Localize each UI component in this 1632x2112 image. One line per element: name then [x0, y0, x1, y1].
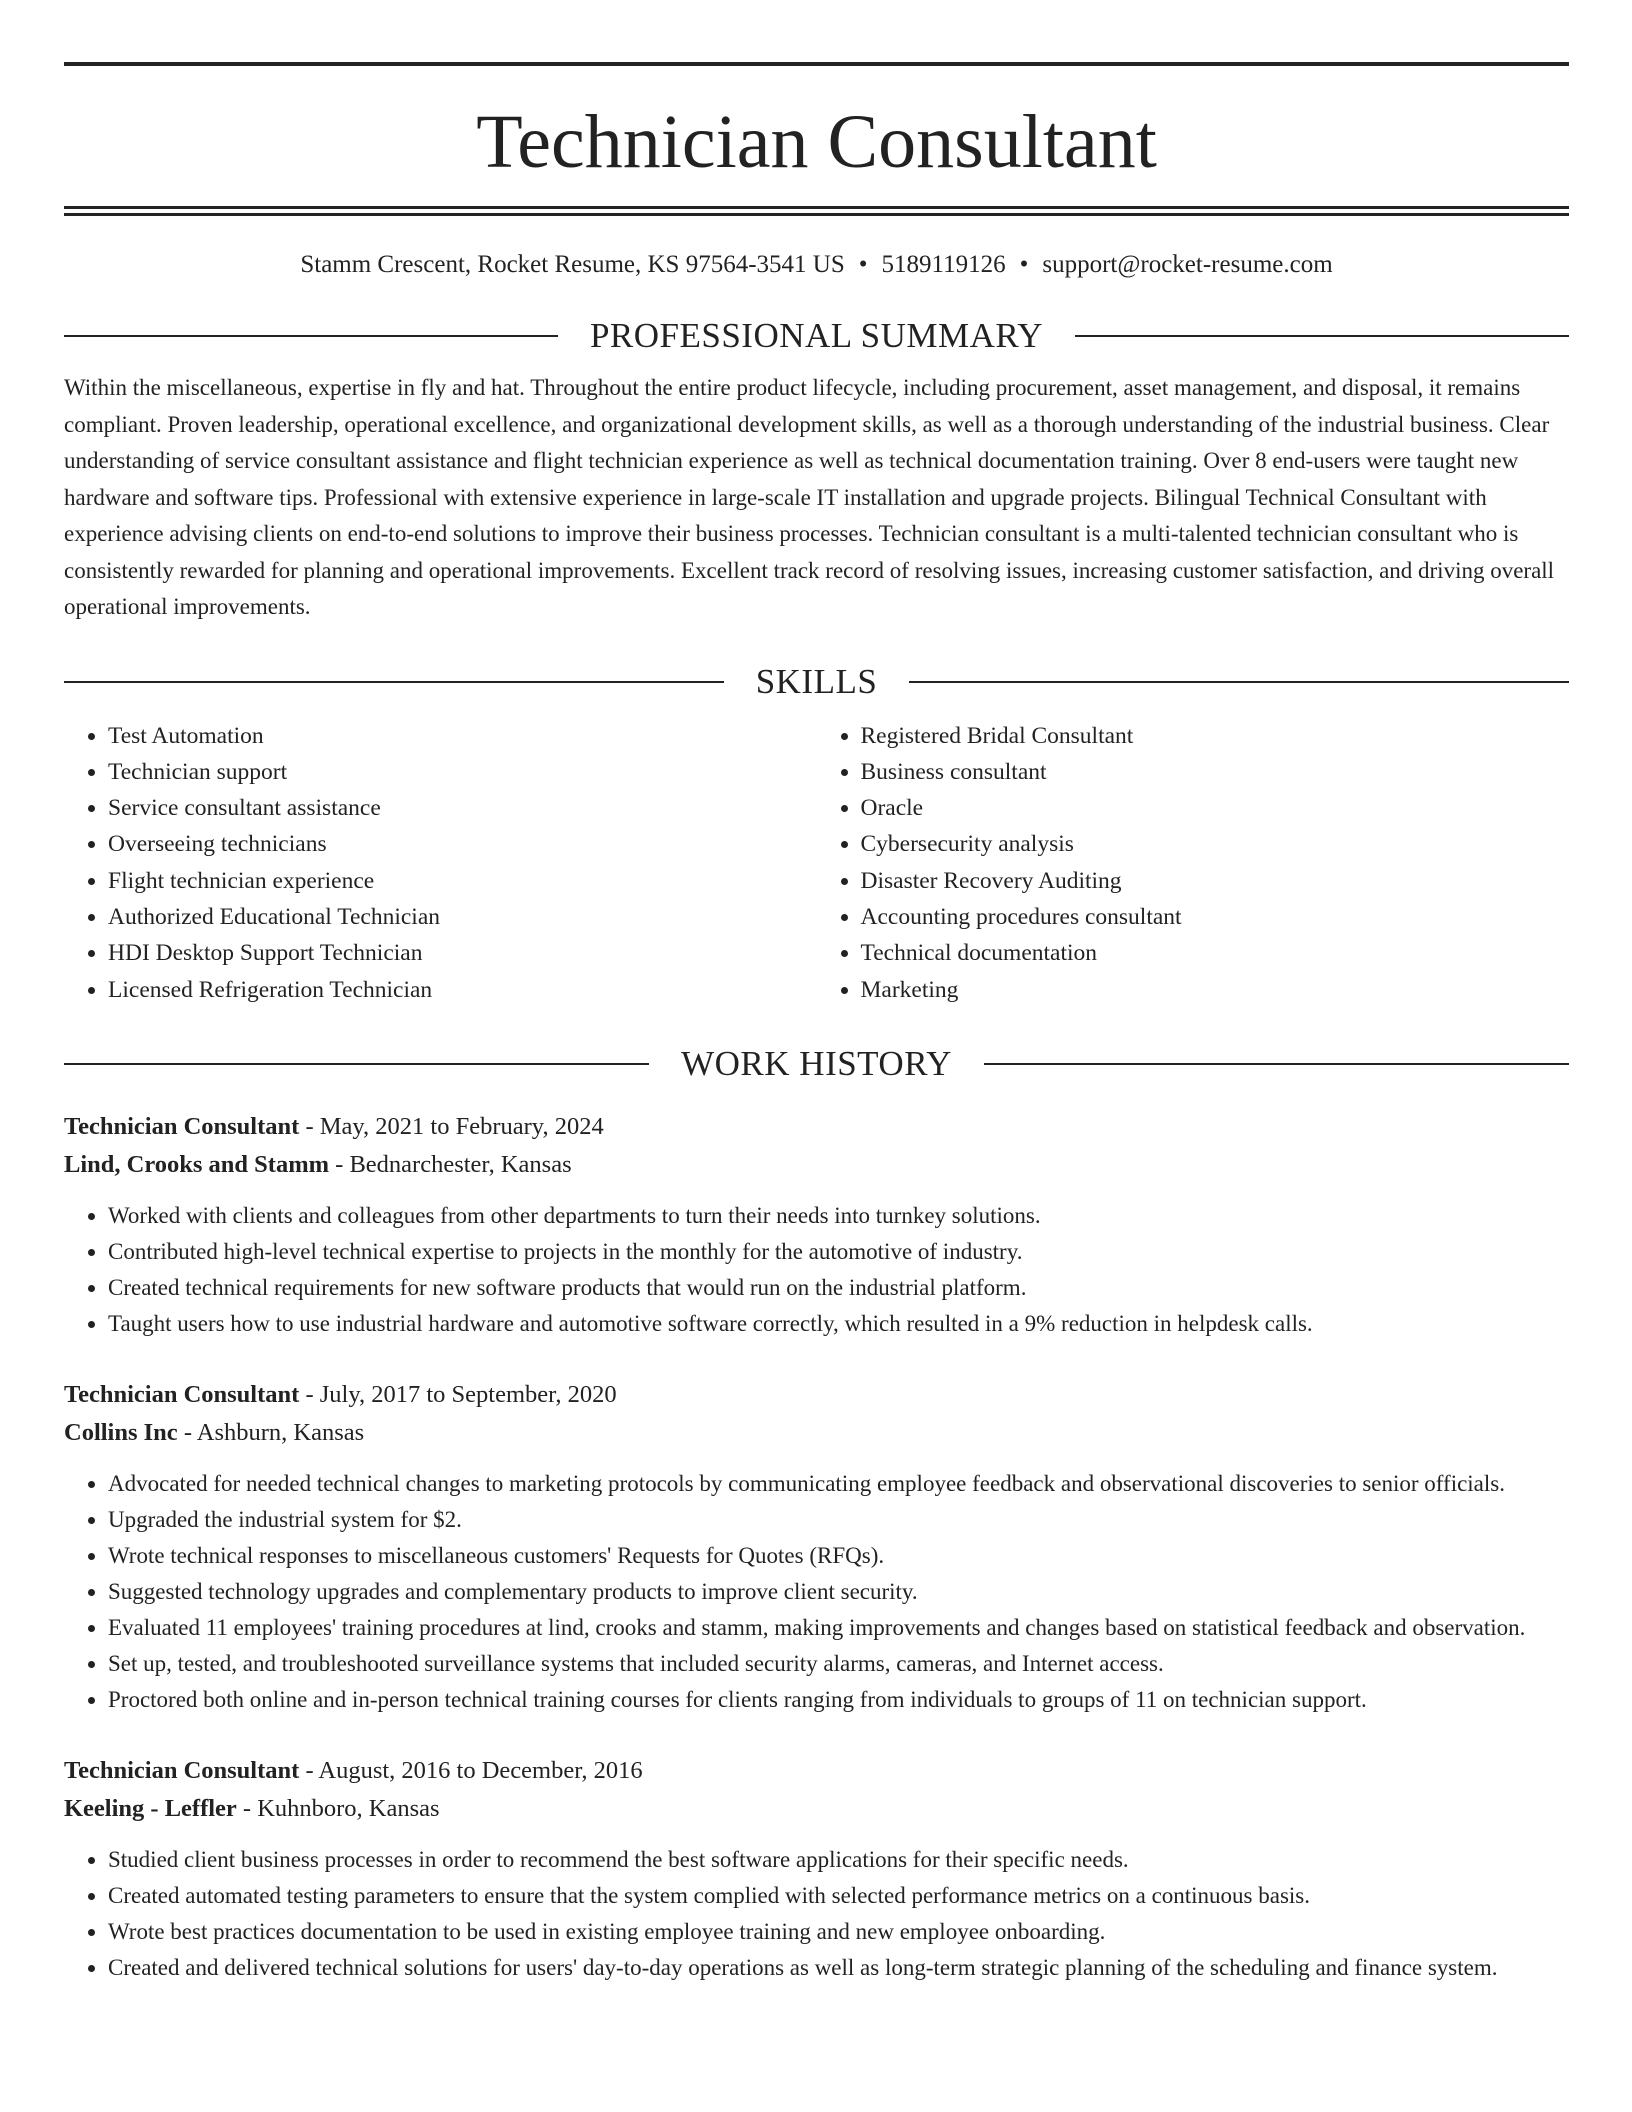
summary-heading [64, 314, 1569, 358]
contact-address: Stamm Crescent, Rocket Resume, KS 97564-3541 US [300, 251, 845, 278]
job-bullet: • Advocated for needed technical changes to marketing protocols by communicating employee feedback and observational discoveries to senior officials. [108, 1466, 1569, 1502]
job-bullet: • Wrote technical responses to miscellaneous customers' Requests for Quotes (RFQs). [108, 1538, 1569, 1574]
job-company-line [64, 1790, 1569, 1828]
job-company: Lind, Crooks and Stamm [64, 1150, 330, 1178]
contact-separator: • [858, 251, 868, 278]
skill-item: • Service consultant assistance [108, 790, 817, 826]
resume-name: Technician Consultant [476, 100, 1157, 184]
skills-title: SKILLS [755, 661, 878, 701]
skills-column-right [817, 718, 1570, 1008]
job-entry [64, 1108, 1569, 1342]
job-entry [64, 1376, 1569, 1718]
job-bullet: • Worked with clients and colleagues from other departments to turn their needs into turnkey solutions. [108, 1198, 1569, 1234]
skill-item: • Cybersecurity analysis [861, 826, 1570, 862]
skills-heading [64, 660, 1569, 704]
job-title-line [64, 1108, 1569, 1146]
skill-item: • Technical documentation [861, 935, 1570, 971]
work-history-list [64, 1108, 1569, 1986]
job-bullet: • Wrote best practices documentation to be used in existing employee training and new employee onboarding. [108, 1914, 1569, 1950]
heading-rule-left [64, 1063, 649, 1065]
job-bullets [64, 1466, 1569, 1718]
job-company: Keeling - Leffler [64, 1794, 237, 1822]
job-bullets [64, 1842, 1569, 1986]
work-title: WORK HISTORY [681, 1043, 952, 1083]
skill-item: • HDI Desktop Support Technician [108, 935, 817, 971]
job-entry [64, 1752, 1569, 1986]
job-bullets [64, 1198, 1569, 1342]
skill-item: • Disaster Recovery Auditing [861, 863, 1570, 899]
summary-text: Within the miscellaneous, expertise in fly and hat. Throughout the entire product lifecycle, including procurement, asset management, and disposal, it remains compliant. Proven leadership, operational excellence, and organizational development skills, as well as a thorough understanding of the industrial business. Clear understanding of service consultant assistance and flight technician experience as well as technical documentation training. Over 8 end-users were taught new hardware and software tips. Professional with extensive experience in large-scale IT installation and upgrade projects. Bilingual Technical Consultant with experience advising clients on end-to-end solutions to improve their business processes. Technician consultant is a multi-talented technician consultant who is consistently rewarded for planning and operational improvements. Excellent track record of resolving issues, increasing customer satisfaction, and driving overall operational improvements. [64, 375, 1555, 619]
job-bullet: • Suggested technology upgrades and complementary products to improve client security. [108, 1574, 1569, 1610]
skill-item: • Business consultant [861, 754, 1570, 790]
contact-separator: • [1019, 251, 1029, 278]
job-bullet: • Evaluated 11 employees' training procedures at lind, crooks and stamm, making improvements and changes based on statistical feedback and observation. [108, 1610, 1569, 1646]
job-bullet: • Created automated testing parameters to ensure that the system complied with selected performance metrics on a continuous basis. [108, 1878, 1569, 1914]
resume-page [64, 62, 1569, 1986]
skill-item: • Accounting procedures consultant [861, 899, 1570, 935]
skill-item: • Licensed Refrigeration Technician [108, 972, 817, 1008]
skill-item: • Overseeing technicians [108, 826, 817, 862]
skills-column-left [64, 718, 817, 1008]
job-bullet: • Contributed high-level technical expertise to projects in the monthly for the automotive of industry. [108, 1234, 1569, 1270]
contact-phone: 5189119126 [881, 251, 1006, 278]
job-title: Technician Consultant [64, 1756, 300, 1784]
work-heading [64, 1042, 1569, 1086]
heading-rule-left [64, 335, 558, 337]
heading-rule-right [909, 681, 1569, 683]
skill-item: • Registered Bridal Consultant [861, 718, 1570, 754]
job-dates: - August, 2016 to December, 2016 [299, 1756, 643, 1784]
job-company: Collins Inc [64, 1418, 178, 1446]
job-title-line [64, 1752, 1569, 1790]
job-location: - Kuhnboro, Kansas [236, 1794, 440, 1822]
skill-item: • Authorized Educational Technician [108, 899, 817, 935]
job-bullet: • Set up, tested, and troubleshooted surveillance systems that included security alarms, cameras, and Internet access. [108, 1646, 1569, 1682]
summary-title: PROFESSIONAL SUMMARY [589, 316, 1044, 355]
job-location: - Ashburn, Kansas [177, 1418, 365, 1446]
skill-item: • Technician support [108, 754, 817, 790]
heading-rule-right [1075, 335, 1569, 337]
contact-line [64, 250, 1569, 280]
skill-item: • Marketing [861, 972, 1570, 1008]
double-rule [64, 206, 1569, 216]
job-company-line [64, 1414, 1569, 1452]
job-bullet: • Taught users how to use industrial hardware and automotive software correctly, which resulted in a 9% reduction in helpdesk calls. [108, 1306, 1569, 1342]
job-dates: - July, 2017 to September, 2020 [299, 1380, 617, 1408]
job-title: Technician Consultant [64, 1380, 300, 1408]
job-dates: - May, 2021 to February, 2024 [299, 1112, 604, 1140]
job-title: Technician Consultant [64, 1112, 300, 1140]
job-bullet: • Proctored both online and in-person technical training courses for clients ranging from individuals to groups of 11 on technician support. [108, 1682, 1569, 1718]
skill-item: • Flight technician experience [108, 863, 817, 899]
job-title-line [64, 1376, 1569, 1414]
job-company-line [64, 1146, 1569, 1184]
heading-rule-right [984, 1063, 1569, 1065]
heading-rule-left [64, 681, 724, 683]
job-bullet: • Created technical requirements for new software products that would run on the industrial platform. [108, 1270, 1569, 1306]
job-location: - Bednarchester, Kansas [329, 1150, 572, 1178]
skill-item: • Oracle [861, 790, 1570, 826]
job-bullet: • Upgraded the industrial system for $2. [108, 1502, 1569, 1538]
top-rule [64, 62, 1569, 66]
skills-list [64, 718, 1569, 1008]
job-bullet: • Studied client business processes in order to recommend the best software applications for their specific needs. [108, 1842, 1569, 1878]
contact-email: support@rocket-resume.com [1042, 251, 1333, 278]
job-bullet: • Created and delivered technical solutions for users' day-to-day operations as well as long-term strategic planning of the scheduling and finance system. [108, 1950, 1569, 1986]
skill-item: • Test Automation [108, 718, 817, 754]
